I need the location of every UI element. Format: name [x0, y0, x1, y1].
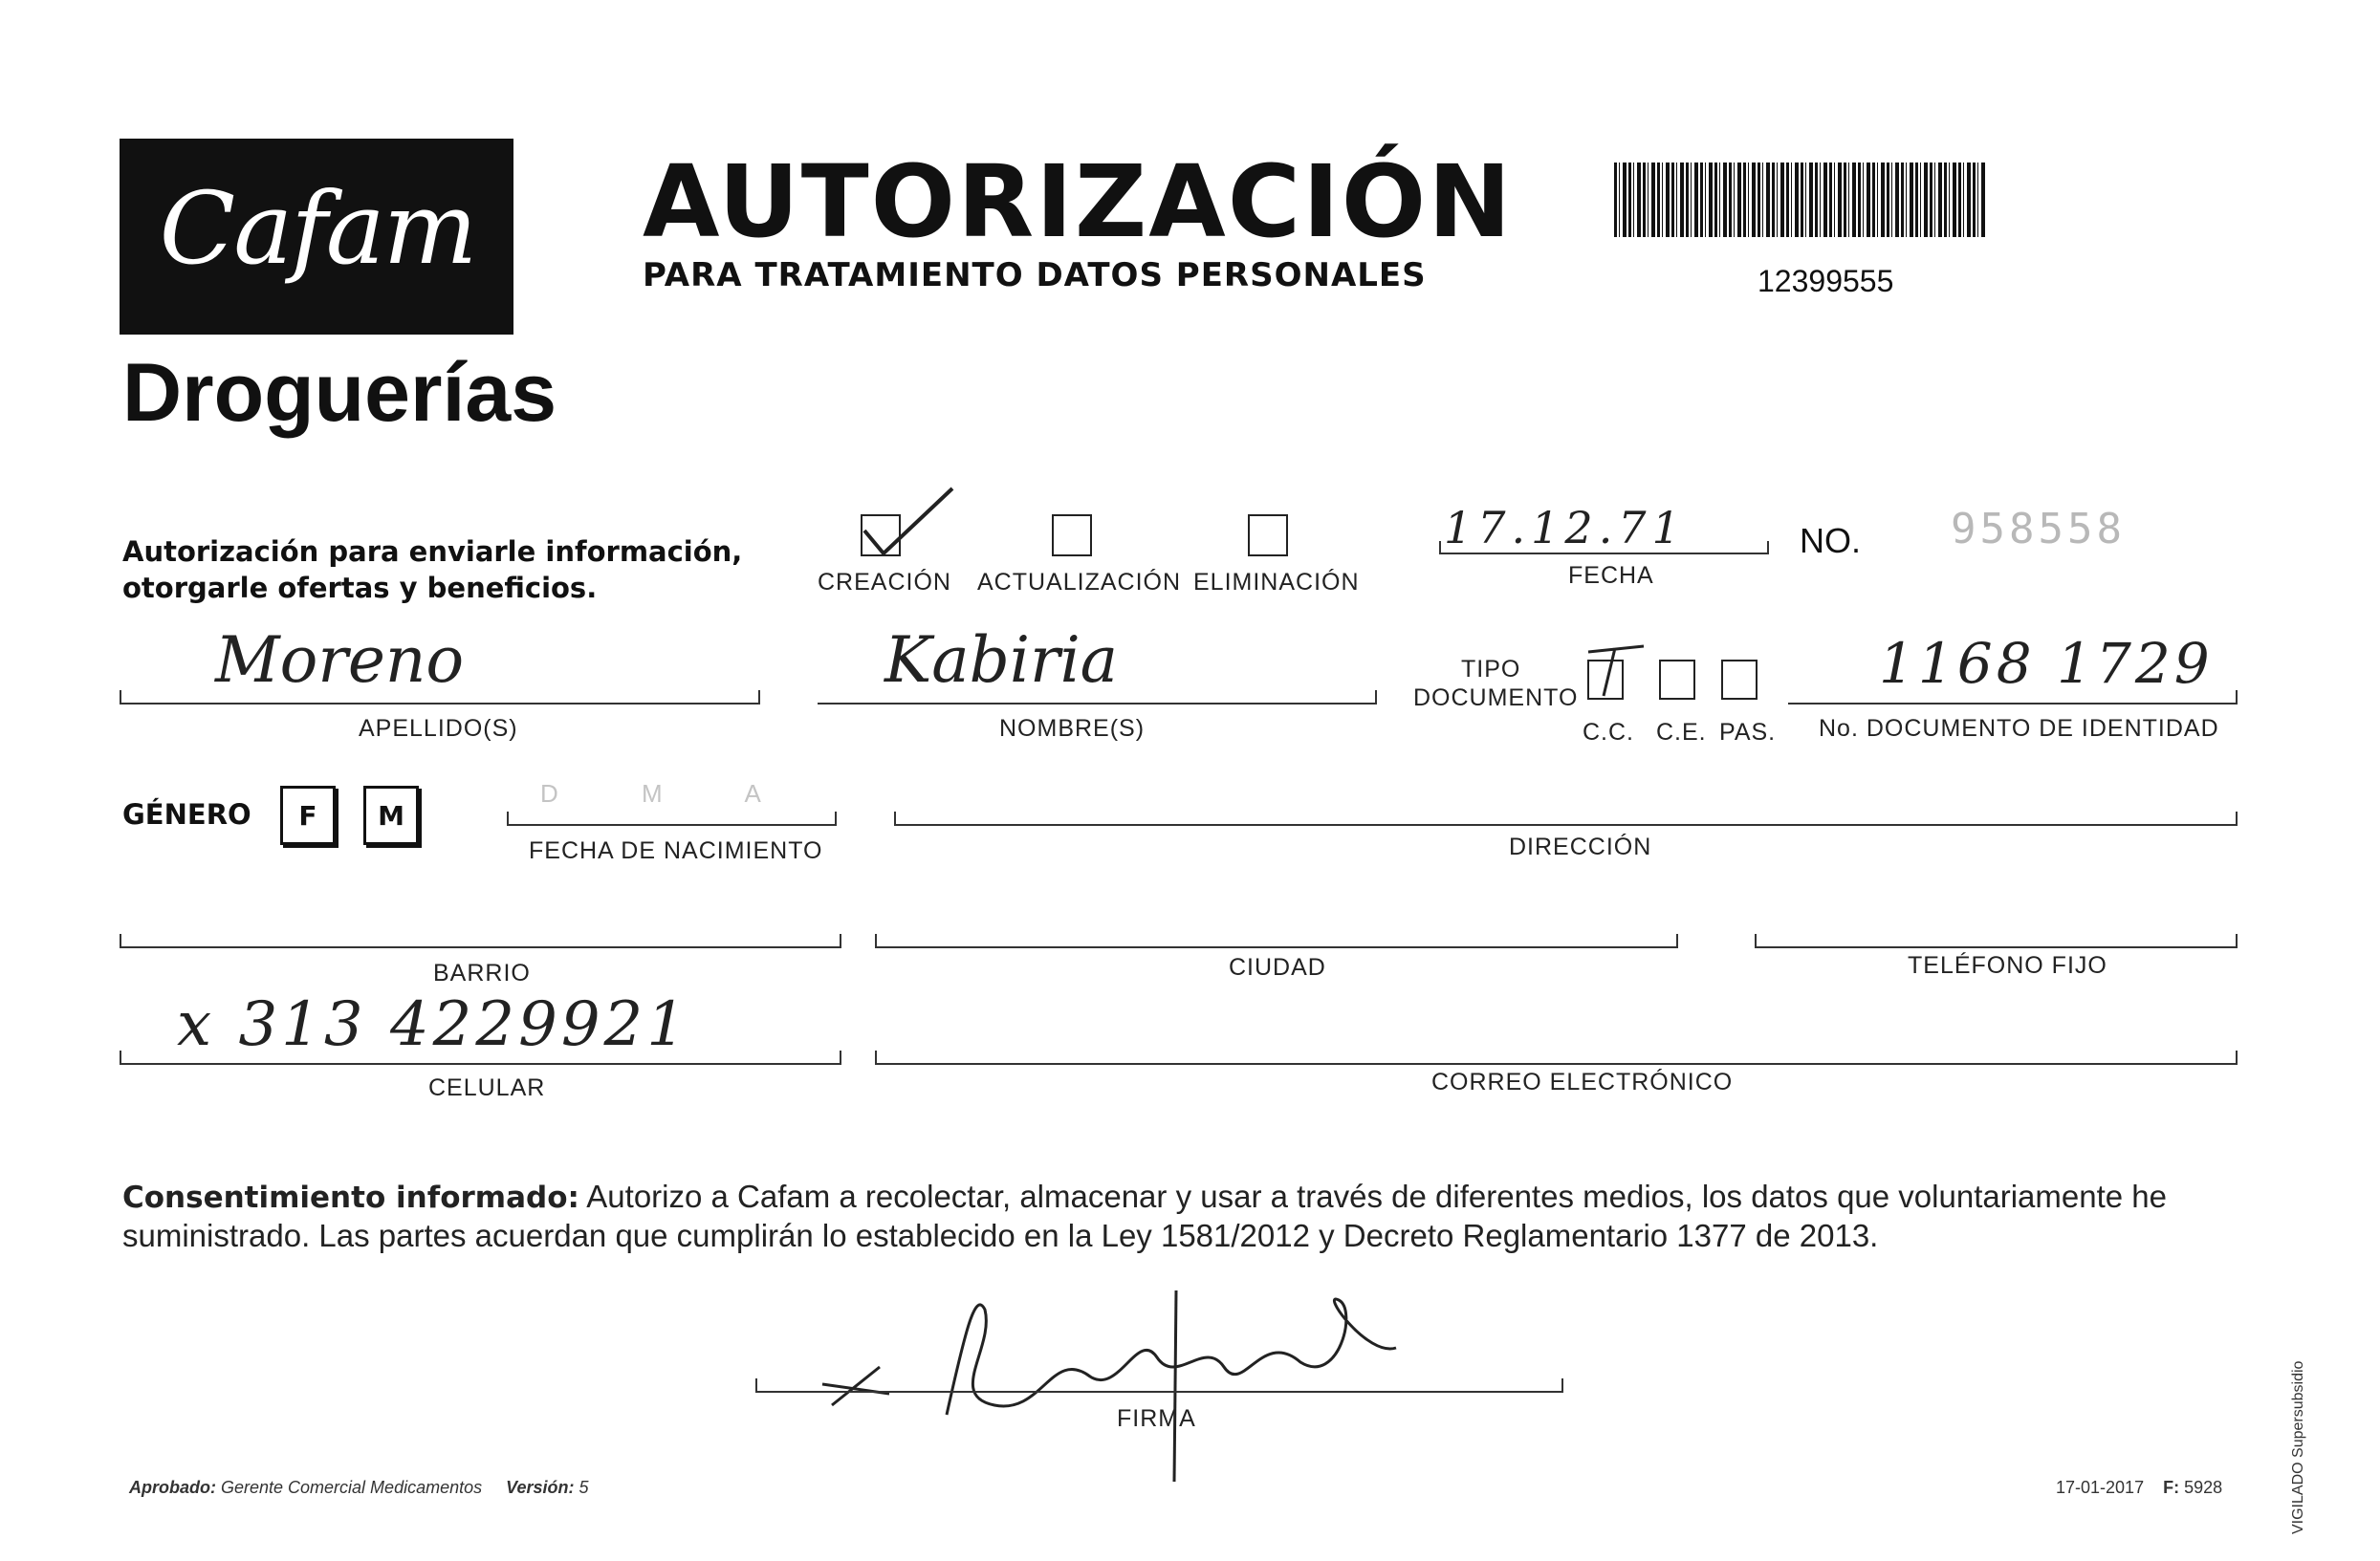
consent-paragraph — [122, 1178, 2236, 1255]
footer-form-value: 5928 — [2184, 1478, 2223, 1497]
signature-line[interactable] — [755, 1391, 1563, 1393]
checkmark-icon — [857, 483, 962, 559]
footer-version-label: Versión: — [506, 1478, 575, 1497]
tipo-doc-option-ce: C.E. — [1656, 719, 1707, 746]
barcode — [1614, 163, 1985, 237]
footer-approved — [129, 1478, 589, 1498]
option-label-actualizacion: ACTUALIZACIÓN — [977, 569, 1182, 596]
correo-line[interactable] — [875, 1063, 2238, 1065]
tipo-doc-option-cc: C.C. — [1583, 719, 1634, 746]
intro-line-2: otorgarle ofertas y beneficios. — [122, 572, 598, 604]
fecha-nacimiento-hint: D M A — [540, 779, 799, 808]
numero-value: 958558 — [1951, 505, 2126, 553]
fecha-label: FECHA — [1568, 562, 1654, 589]
tipo-doc-label-2: DOCUMENTO — [1413, 684, 1579, 711]
signature-mark — [803, 1271, 1568, 1491]
correo-label: CORREO ELECTRÓNICO — [1431, 1069, 1734, 1095]
footer-date: 17-01-2017 — [2056, 1478, 2145, 1497]
checkbox-pas[interactable] — [1721, 660, 1758, 700]
fecha-value[interactable]: 17.12.71 — [1444, 502, 1686, 553]
checkbox-ce[interactable] — [1659, 660, 1695, 700]
checkbox-actualizacion[interactable] — [1052, 514, 1092, 556]
option-label-eliminacion: ELIMINACIÓN — [1193, 569, 1360, 596]
footer-approved-value: Gerente Comercial Medicamentos — [221, 1478, 483, 1497]
footer-version-value: 5 — [579, 1478, 589, 1497]
checkbox-eliminacion[interactable] — [1248, 514, 1288, 556]
tipo-doc-label-1: TIPO — [1461, 656, 1521, 683]
barcode-number: 12399555 — [1758, 264, 1894, 298]
genero-option-f[interactable]: F — [280, 786, 336, 845]
intro-line-1: Autorización para enviarle información, — [122, 535, 743, 568]
barrio-label: BARRIO — [433, 960, 531, 986]
apellidos-label: APELLIDO(S) — [359, 715, 518, 742]
signature-label: FIRMA — [1117, 1405, 1196, 1432]
document-title: AUTORIZACIÓN — [643, 143, 1514, 260]
footer-form-label: F: — [2163, 1478, 2180, 1497]
consent-text: Autorizo a Cafam a recolectar, almacenar y usar a través de diferentes medios, los datos que voluntariamente he suministrado. Las partes acuerdan que cumplirán lo establecido en la Ley 1581/2012 y Decreto Reglamentario 1377 de 2013. — [122, 1179, 2167, 1253]
ciudad-line[interactable] — [875, 946, 1678, 948]
fecha-nacimiento-label: FECHA DE NACIMIENTO — [529, 837, 823, 864]
direccion-line[interactable] — [894, 824, 2238, 826]
numero-label: NO. — [1800, 521, 1862, 560]
celular-value[interactable]: x 313 4229921 — [177, 989, 689, 1060]
footer-approved-label: Aprobado: — [129, 1478, 216, 1497]
consent-title: Consentimiento informado: — [122, 1181, 579, 1215]
logo-brand: Cafam — [159, 170, 476, 287]
ciudad-label: CIUDAD — [1229, 954, 1326, 981]
option-label-creacion: CREACIÓN — [818, 569, 951, 596]
nombres-label: NOMBRE(S) — [999, 715, 1146, 742]
nombres-value[interactable]: Kabiria — [884, 623, 1119, 697]
footer-date-form — [2056, 1478, 2222, 1498]
checkmark-icon — [1583, 642, 1649, 700]
document-subtitle: PARA TRATAMIENTO DATOS PERSONALES — [643, 256, 1427, 294]
side-note: VIGILADO Supersubsidio — [2290, 1360, 2306, 1534]
tipo-doc-option-pas: PAS. — [1719, 719, 1777, 746]
celular-label: CELULAR — [428, 1074, 546, 1101]
documento-label: No. DOCUMENTO DE IDENTIDAD — [1819, 715, 2219, 742]
telefono-label: TELÉFONO FIJO — [1908, 952, 2107, 979]
apellidos-value[interactable]: Moreno — [215, 623, 465, 697]
genero-option-m[interactable]: M — [363, 786, 419, 845]
genero-label: GÉNERO — [122, 798, 251, 831]
logo-subtitle: Droguerías — [122, 347, 557, 439]
direccion-label: DIRECCIÓN — [1509, 834, 1652, 860]
documento-value[interactable]: 1168 1729 — [1879, 631, 2214, 696]
barrio-line[interactable] — [120, 946, 841, 948]
telefono-line[interactable] — [1755, 946, 2238, 948]
